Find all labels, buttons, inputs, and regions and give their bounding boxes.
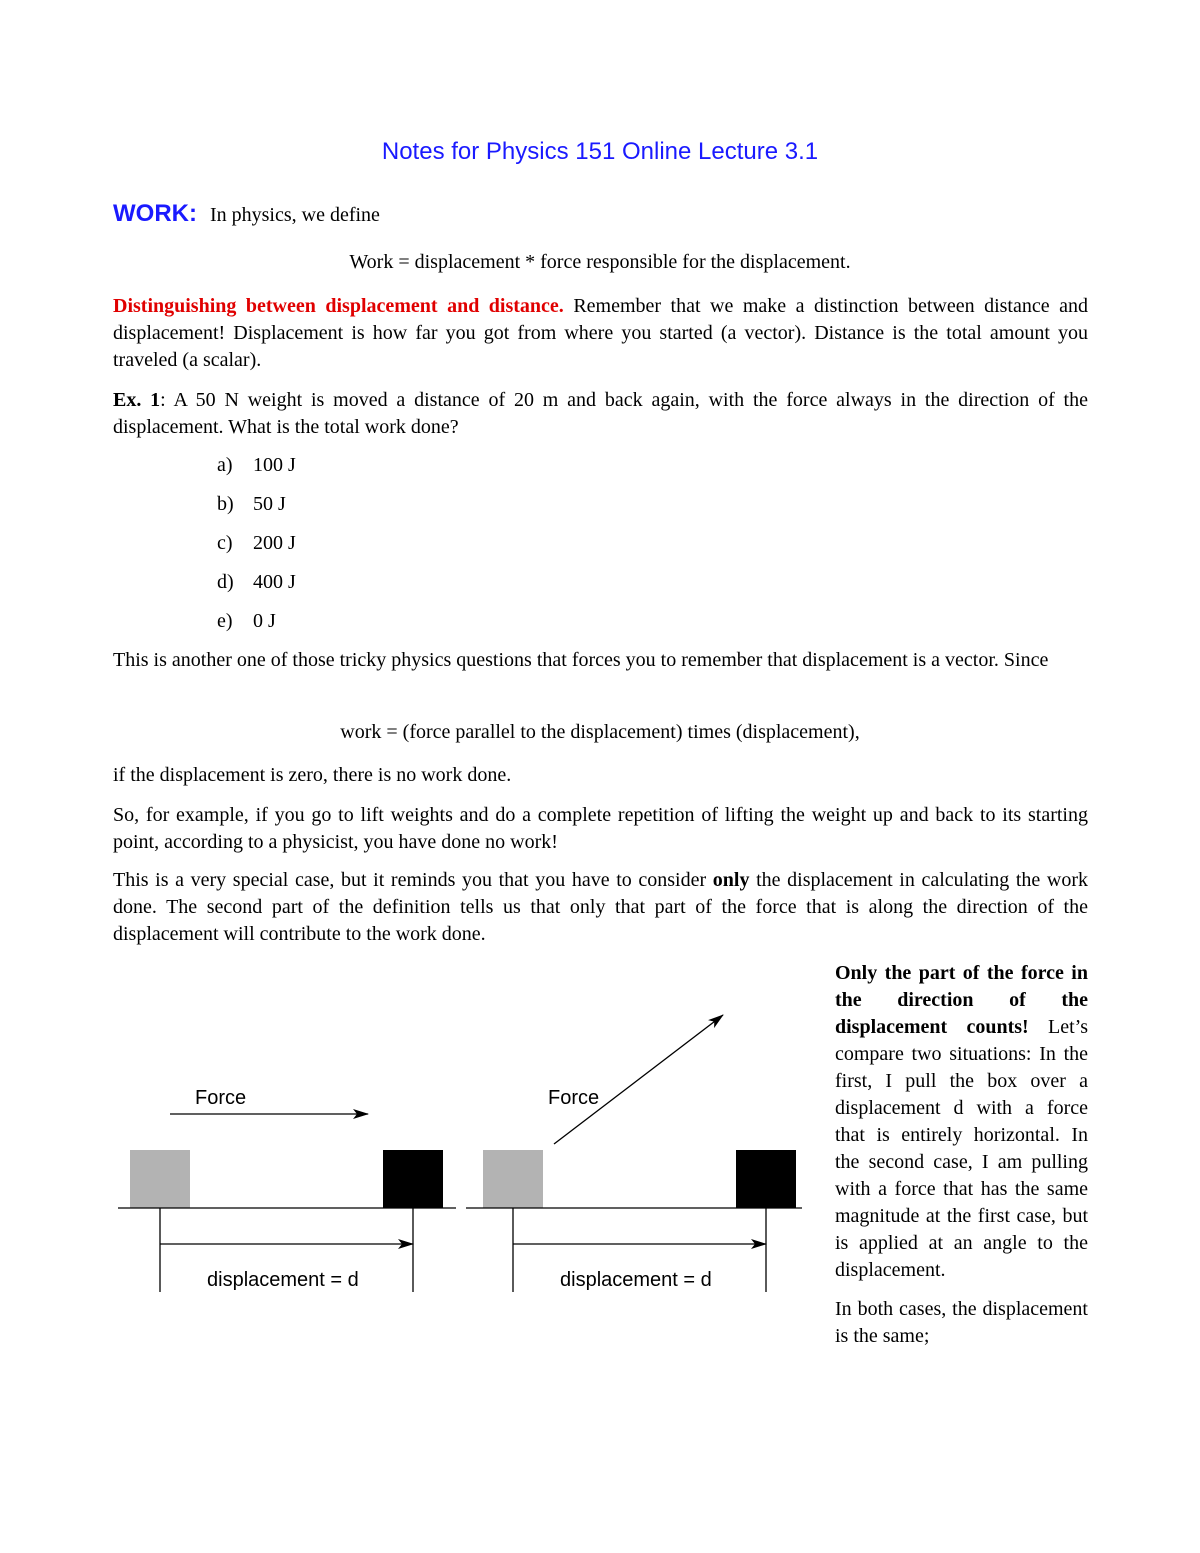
example-question	[113, 387, 1088, 441]
explanation-paragraph-3: So, for example, if you go to lift weights and do a complete repetition of lifting the weight up and back to its starting point, according to a physicist, you have done no work!	[113, 804, 1088, 853]
distinguishing-text: Remember that we make a distinction between distance and displacement! Displacement is how far you got from where you started (a vector). Distance is the total amount you traveled (a scalar).	[113, 295, 1088, 371]
sidebar-paragraph-1	[835, 960, 1088, 1284]
paragraph-text: the displacement in calculating the work done. The second part of the definition tells us that only that part of the force that is along the direction of the displacement will contribute to the work done.	[113, 869, 1088, 945]
option-letter: c)	[217, 532, 233, 554]
example-question-text: : A 50 N weight is moved a distance of 20 m and back again, with the force always in the direction of the displacement. What is the total work done?	[113, 389, 1088, 438]
option-letter: a)	[217, 454, 233, 476]
option-d	[217, 569, 296, 596]
option-a	[217, 452, 296, 479]
option-value: 200 J	[253, 532, 296, 554]
end-box	[383, 1150, 443, 1208]
work-paragraph	[113, 200, 1088, 229]
explanation-paragraph-4	[113, 867, 1088, 948]
force-displacement-diagram	[113, 1000, 813, 1320]
force-label: Force	[548, 1087, 600, 1109]
work-intro: In physics, we define	[209, 204, 380, 226]
start-box	[483, 1150, 543, 1208]
work-heading: WORK:	[113, 200, 197, 227]
sidebar-bold-heading: Only the part of the force in the direction of the displacement counts!	[835, 962, 1088, 1038]
option-e	[217, 608, 276, 635]
work-formula: work = (force parallel to the displacement) times (displacement),	[340, 721, 860, 743]
explanation-paragraph-1: This is another one of those tricky physics questions that forces you to remember that displacement is a vector. Since	[113, 649, 1049, 671]
option-value: 0 J	[253, 610, 276, 632]
option-value: 50 J	[253, 493, 286, 515]
paragraph-text: This is a very special case, but it reminds you that you have to consider	[113, 869, 713, 891]
emphasis-only: only	[712, 869, 750, 891]
option-b	[217, 491, 286, 518]
option-c	[217, 530, 296, 557]
option-value: 400 J	[253, 571, 296, 593]
distinguishing-heading: Distinguishing between displacement and distance.	[113, 295, 564, 317]
option-letter: b)	[217, 493, 234, 515]
sidebar-paragraph-2: In both cases, the displacement is the same;	[835, 1298, 1088, 1347]
example-label: Ex. 1	[113, 389, 161, 411]
option-value: 100 J	[253, 454, 296, 476]
displacement-label: displacement = d	[560, 1269, 712, 1291]
angled-force-situation	[466, 1015, 802, 1292]
work-definition: Work = displacement * force responsible for the displacement.	[349, 251, 851, 273]
displacement-label: displacement = d	[207, 1269, 359, 1291]
explanation-paragraph-2: if the displacement is zero, there is no work done.	[113, 764, 512, 786]
option-letter: d)	[217, 571, 234, 593]
sidebar-note	[835, 960, 1088, 1350]
sidebar-text: Let’s compare two situations: In the first, I pull the box over a displacement d with a force that is entirely horizontal. In the second case, I am pulling with a force that has the same magnitude at the first case, but is applied at an angle to the displacement.	[835, 1016, 1088, 1281]
angled-force-arrow	[554, 1015, 723, 1144]
page-title: Notes for Physics 151 Online Lecture 3.1	[381, 138, 819, 165]
end-box	[736, 1150, 796, 1208]
option-letter: e)	[217, 610, 233, 632]
force-label: Force	[195, 1087, 247, 1109]
distinguishing-paragraph	[113, 293, 1088, 374]
start-box	[130, 1150, 190, 1208]
horizontal-force-situation	[118, 1087, 456, 1292]
